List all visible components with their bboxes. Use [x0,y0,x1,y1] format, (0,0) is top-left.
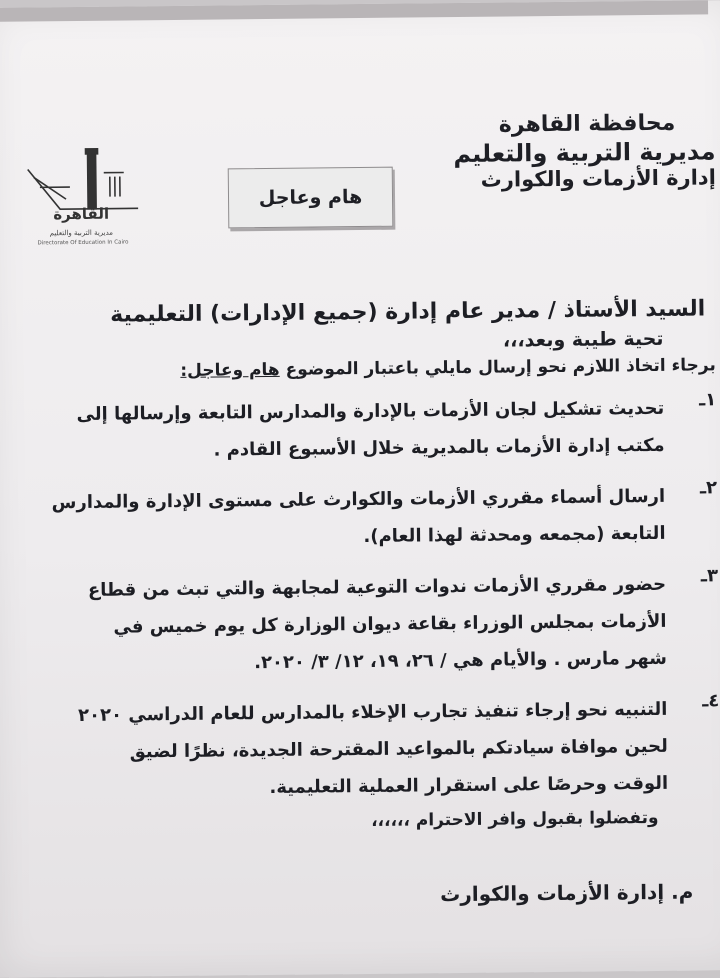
item-text [78,691,668,808]
letterhead-governorate: محافظة القاهرة [498,110,676,138]
page-top-edge [0,0,708,22]
item-line: ارسال أسماء مقرري الأزمات والكوارث على مستوى الإدارة والمدارس [51,485,666,514]
item-text [76,390,664,470]
greeting: تحية طيبة وبعد،،، [502,327,664,352]
list-item [36,389,717,470]
item-number: ٢ـ [699,477,718,499]
item-text [51,478,665,558]
closing-line: وتفضلوا بقبول وافر الاحترام ،،،،،، [371,807,659,831]
request-line [36,355,716,382]
addressee: السيد الأستاذ / مدير عام إدارة (جميع الإدارات) التعليمية [110,296,706,328]
item-number: ٣ـ [700,565,719,587]
list-item [37,477,718,558]
list-item [39,690,720,808]
letterhead-directorate: مديرية التربية والتعليم [453,137,716,169]
list-item [38,565,719,683]
logo-english-caption: Directorate Of Education In Cairo [37,239,129,247]
item-line: الأزمات بمجلس الوزراء بقاعة ديوان الوزارة كل يوم خميس في [113,610,667,638]
request-text: برجاء اتخاذ اللازم نحو إرسال مايلي باعتبار الموضوع [285,355,716,380]
urgent-stamp: هام وعاجل [228,167,394,229]
item-text [88,566,667,683]
item-line: لحين موافاة سيادتكم بالمواعيد المقترحة الجديدة، نظرًا لضيق [129,735,668,763]
signature-department: م. إدارة الأزمات والكوارث [440,879,694,907]
item-line: مكتب إدارة الأزمات بالمديرية خلال الأسبوع القادم . [213,434,665,461]
logo-subtitle: مديرية التربية والتعليم [49,228,114,238]
item-line: الوقت وحرصًا على استقرار العملية التعليمية. [269,772,669,799]
item-line: حضور مقرري الأزمات ندوات التوعية لمجابهة والتي تبث من قطاع [87,573,667,601]
item-line: شهر مارس . والأيام هي / ٢٦، ١٩، ١٢/ ٣/ ٢٠٢٠. [254,647,667,674]
item-line: التابعة (مجمعه ومحدثة لهذا العام). [363,522,666,548]
letterhead [415,110,716,192]
item-number: ١ـ [698,389,717,411]
item-number: ٤ـ [702,690,720,712]
request-emphasis: هام وعاجل: [180,359,280,381]
item-line: تحديث تشكيل لجان الأزمات بالإدارة والمدارس التابعة وإرسالها إلى [76,397,665,426]
logo-name: القاهرة [53,204,110,224]
letterhead-department: إدارة الأزمات والكوارث [480,165,716,192]
letter-body [35,296,720,910]
item-line: التنبيه نحو إرجاء تنفيذ تجارب الإخلاء بالمدارس للعام الدراسي ٢٠٢٠ [77,698,668,727]
